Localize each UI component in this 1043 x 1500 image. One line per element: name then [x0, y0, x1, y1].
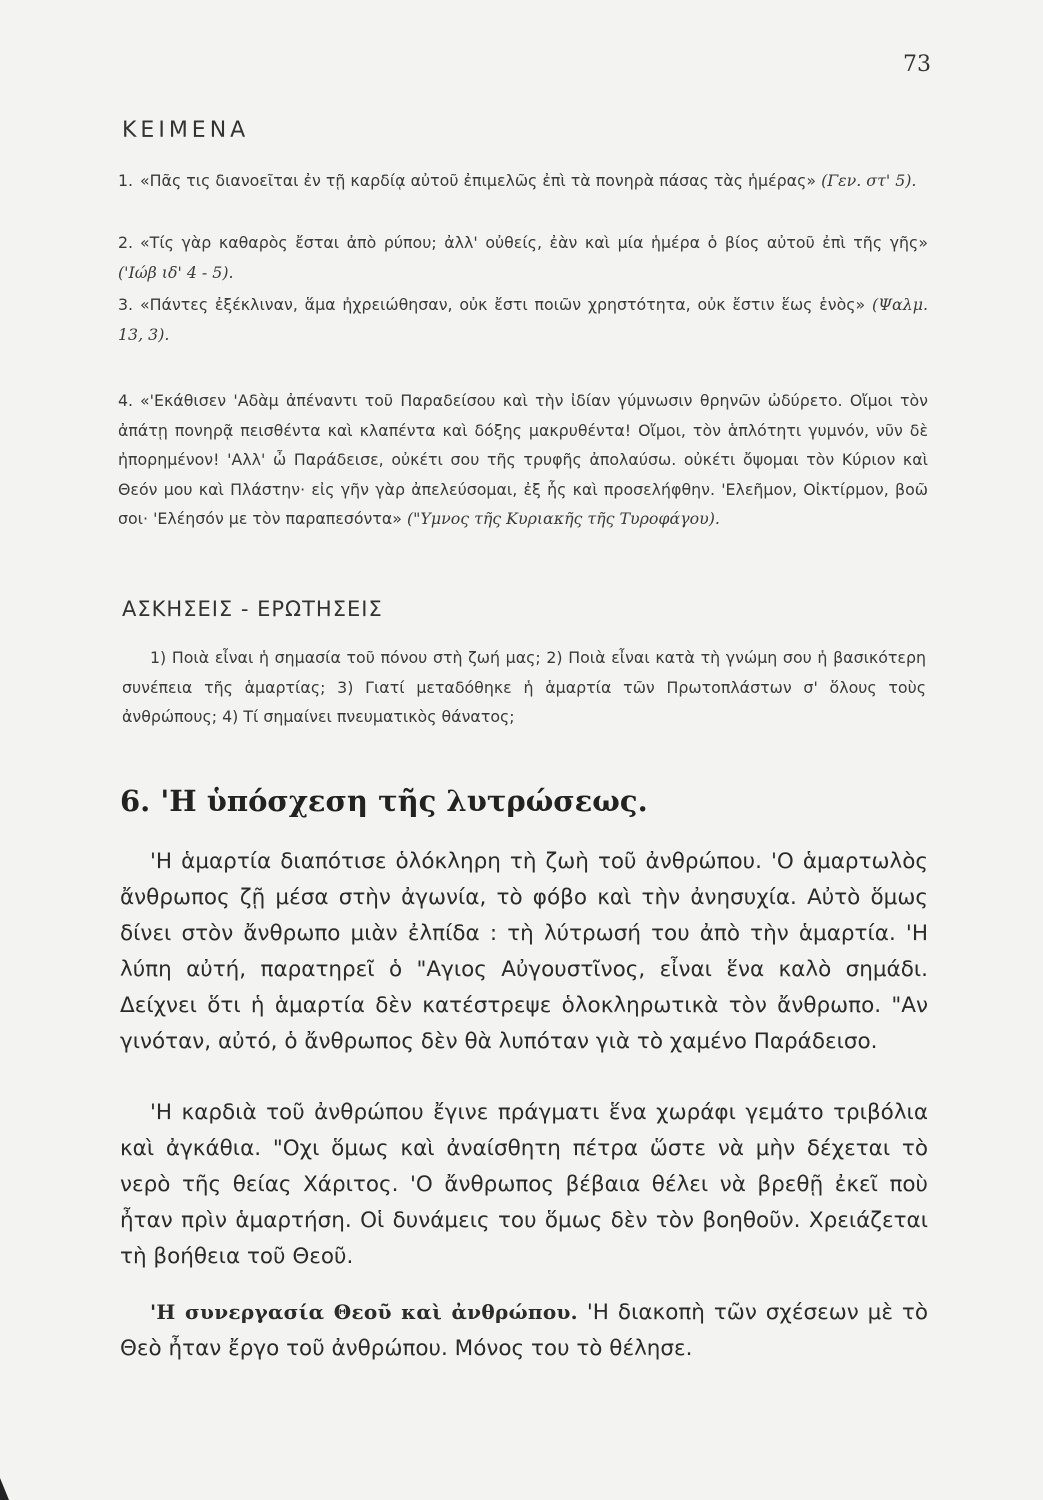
quote-3	[118, 290, 928, 349]
quote-source: (Ψαλμ. 13, 3).	[118, 295, 929, 344]
quote-text: «Πᾶς τις διανοεῖται ἐν τῇ καρδίᾳ αὐτοῦ ἐπιμελῶς ἐπὶ τὰ πονηρὰ πάσας τὰς ἡμέρας»	[140, 171, 817, 190]
quote-text: «Τίς γὰρ καθαρὸς ἔσται ἀπὸ ρύπου; ἀλλ' οὐθείς, ἐὰν καὶ μία ἡμέρα ὁ βίος αὐτοῦ ἐπὶ τῆς γῆς»	[140, 233, 928, 252]
quote-text: «Πάντες ἐξέκλιναν, ἅμα ἠχρειώθησαν, οὐκ ἔστι ποιῶν χρηστότητα, οὐκ ἔστιν ἕως ἑνὸς»	[140, 295, 866, 314]
quote-4	[118, 386, 928, 534]
paragraph-1: 'Η ἁμαρτία διαπότισε ὁλόκληρη τὴ ζωὴ τοῦ ἀνθρώπου. 'Ο ἁμαρτωλὸς ἄνθρωπος ζῇ μέσα στὴν ἀγωνία, τὸ φόβο καὶ τὴν ἀνησυχία. Αὐτὸ ὅμως δίνει στὸν ἄνθρωπο μιὰν ἐλπίδα : τὴ λύτρωσή του ἀπὸ τὴν ἁμαρτία. 'Η λύπη αὐτή, παρατηρεῖ ὁ "Αγιος Αὐγουστῖνος, εἶναι ἕνα καλὸ σημάδι. Δείχνει ὅτι ἡ ἁμαρτία δὲν κατέστρεψε ὁλοκληρωτικὰ τὸν ἄνθρωπο. "Αν γινόταν, αὐτό, ὁ ἄνθρωπος δὲν θὰ λυπόταν γιὰ τὸ χαμένο Παράδεισο.	[120, 849, 928, 1054]
quote-text: «'Εκάθισεν 'Αδὰμ ἀπέναντι τοῦ Παραδείσου καὶ τὴν ἰδίαν γύμνωσιν θρηνῶν ὠδύρετο. Οἴμοι τὸν ἀπάτῃ πονηρᾷ πεισθέντα καὶ κλαπέντα καὶ δόξης μακρυθέντα! Οἴμοι, τὸν ἁπλότητι γυμνόν, νῦν δὲ ἠπορημένον! 'Αλλ' ὦ Παράδεισε, οὐκέτι σου τῆς τρυφῆς ἀπολαύσω. οὐκέτι ὄψομαι τὸν Κύριον καὶ Θεόν μου καὶ Πλάστην· εἰς γῆν γὰρ ἀπελεύσομαι, ἐξ ἧς καὶ προσελήφθην. 'Ελεῆμον, Οἰκτίρμον, βοῶ σοι· 'Ελέησόν με τὸν παραπεσόντα»	[118, 391, 928, 528]
quote-source: ("Υμνος τῆς Κυριακῆς τῆς Τυροφάγου).	[406, 509, 720, 528]
quote-1	[118, 166, 928, 196]
texts-heading: ΚΕΙΜΕΝΑ	[122, 118, 250, 143]
quote-number: 4.	[118, 391, 134, 410]
exercises-heading: ΑΣΚΗΣΕΙΣ - ΕΡΩΤΗΣΕΙΣ	[122, 597, 383, 621]
paragraph-3-text: 'Η διακοπὴ τῶν σχέσεων μὲ τὸ Θεὸ ἦταν ἔργο τοῦ ἀνθρώπου. Μόνος του τὸ θέλησε.	[120, 1300, 928, 1361]
exercise-questions: 1) Ποιὰ εἶναι ἡ σημασία τοῦ πόνου στὴ ζωή μας; 2) Ποιὰ εἶναι κατὰ τὴ γνώμη σου ἡ βασικότερη συνέπεια τῆς ἁμαρτίας; 3) Γιατί μεταδόθηκε ἡ ἁμαρτία τῶν Πρωτοπλάστων σ' ὅλους τοὺς ἀνθρώπους; 4) Τί σημαίνει πνευματικὸς θάνατος;	[122, 648, 926, 726]
paragraph-2: 'Η καρδιὰ τοῦ ἀνθρώπου ἔγινε πράγματι ἕνα χωράφι γεμάτο τριβόλια καὶ ἀγκάθια. "Οχι ὅμως καὶ ἀναίσθητη πέτρα ὥστε νὰ μὴν δέχεται τὸ νερὸ τῆς θείας Χάριτος. 'Ο ἄνθρωπος βέβαια θέλει νὰ βρεθῇ ἐκεῖ ποὺ ἦταν πρὶν ἁμαρτήση. Οἱ δυνάμεις του ὅμως δὲν τὸν βοηθοῦν. Χρειάζεται τὴ βοήθεια τοῦ Θεοῦ.	[120, 1100, 928, 1269]
paragraph-3	[120, 1294, 928, 1367]
quote-2	[118, 228, 928, 287]
quote-number: 3.	[118, 295, 134, 314]
quote-number: 2.	[118, 233, 134, 252]
quote-source: ('Ιώβ ιδ' 4 - 5).	[118, 262, 234, 282]
section-title: 6. 'Η ὑπόσχεση τῆς λυτρώσεως.	[120, 784, 648, 818]
scan-edge-mark	[0, 1478, 9, 1500]
quote-source: (Γεν. στ' 5).	[821, 171, 917, 190]
page-number: 73	[903, 52, 931, 77]
run-in-heading: 'Η συνεργασία Θεοῦ καὶ ἀνθρώπου.	[150, 1300, 578, 1324]
quote-number: 1.	[118, 171, 134, 190]
